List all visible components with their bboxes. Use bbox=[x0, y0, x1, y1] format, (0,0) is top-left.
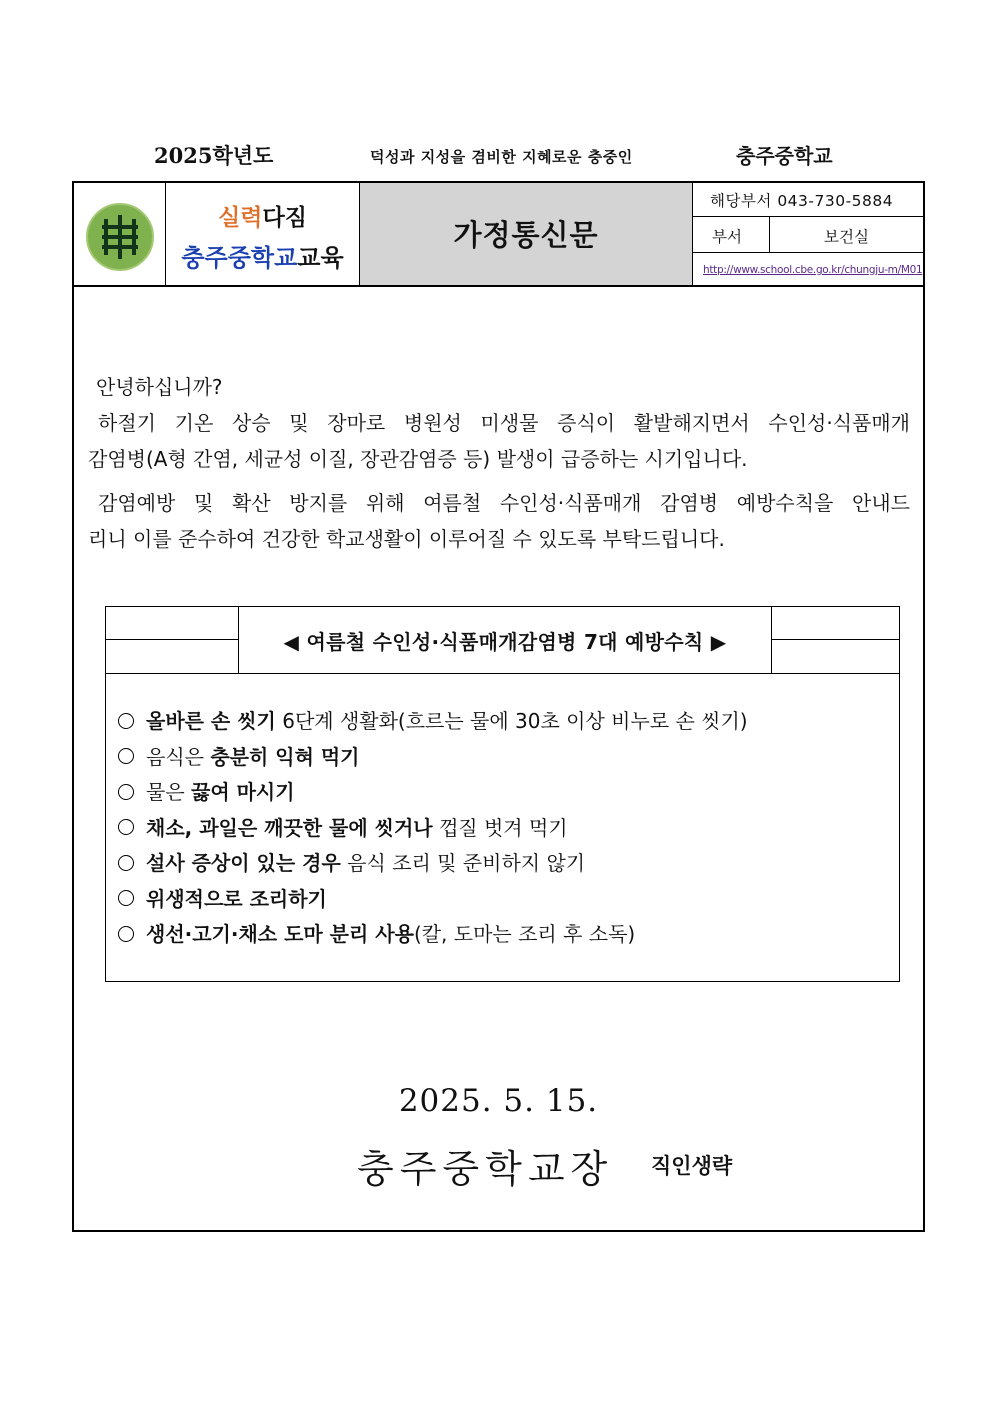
circle-bullet-icon bbox=[118, 784, 134, 800]
paragraph-1-line-1: 하절기 기온 상승 및 장마로 병원성 미생물 증식이 활발해지면서 수인성·식품매개 bbox=[98, 411, 910, 435]
dept-value: 보건실 bbox=[824, 228, 869, 246]
dept-row bbox=[693, 217, 923, 253]
list-item: 물은 끓여 마시기 bbox=[118, 775, 888, 811]
slogan-line-1: 실력다짐 bbox=[218, 205, 307, 231]
paragraph-2 bbox=[88, 485, 910, 557]
school-name: 충주중학교 bbox=[736, 144, 833, 168]
school-motto: 덕성과 지성을 겸비한 지혜로운 충중인 bbox=[370, 148, 633, 166]
rules-box-header bbox=[106, 607, 899, 674]
circle-bullet-icon bbox=[118, 748, 134, 764]
rules-title: ◀ 여름철 수인성·식품매개감염병 7대 예방수칙 ▶ bbox=[283, 630, 727, 654]
circle-bullet-icon bbox=[118, 819, 134, 835]
school-emblem-icon bbox=[86, 203, 154, 271]
slogan-cell bbox=[166, 183, 360, 285]
paragraph-1 bbox=[88, 405, 910, 477]
dept-contact-row bbox=[693, 183, 923, 217]
circle-bullet-icon bbox=[118, 890, 134, 906]
newsletter-frame bbox=[72, 181, 925, 1232]
dept-label: 부서 bbox=[712, 228, 742, 246]
seal-omitted-note: 직인생략 bbox=[651, 1154, 733, 1178]
dept-contact: 해당부서 043-730-5884 bbox=[710, 192, 894, 210]
principal-signature: 충주중학교장 bbox=[357, 1147, 614, 1191]
paragraph-1-line-2: 감염병(A형 간염, 세균성 이질, 장관감염증 등) 발생이 급증하는 시기입니다. bbox=[88, 447, 748, 471]
list-item: 생선·고기·채소 도마 분리 사용(칼, 도마는 조리 후 소독) bbox=[118, 917, 888, 953]
department-info bbox=[693, 183, 923, 285]
list-item: 올바른 손 씻기 6단계 생활화(흐르는 물에 30초 이상 비누로 손 씻기) bbox=[118, 704, 888, 740]
list-item: 위생적으로 조리하기 bbox=[118, 882, 888, 918]
logo-cell bbox=[74, 183, 166, 285]
circle-bullet-icon bbox=[118, 926, 134, 942]
circle-bullet-icon bbox=[118, 713, 134, 729]
issue-date: 2025. 5. 15. bbox=[398, 1083, 599, 1119]
list-item: 음식은 충분히 익혀 먹기 bbox=[118, 740, 888, 776]
paragraph-2-line-1: 감염예방 및 확산 방지를 위해 여름철 수인성·식품매개 감염병 예방수칙을 안내드 bbox=[98, 491, 910, 515]
list-item: 채소, 과일은 깨끗한 물에 씻거나 껍질 벗겨 먹기 bbox=[118, 811, 888, 847]
list-item: 설사 증상이 있는 경우 음식 조리 및 준비하지 않기 bbox=[118, 846, 888, 882]
slogan-line-2: 충주중학교교육 bbox=[181, 244, 344, 272]
top-line bbox=[72, 138, 924, 168]
page-title: 가정통신문 bbox=[453, 218, 599, 252]
letterhead bbox=[74, 183, 923, 287]
paragraph-2-line-2: 리니 이를 준수하여 건강한 학교생활이 이루어질 수 있도록 부탁드립니다. bbox=[88, 527, 725, 551]
circle-bullet-icon bbox=[118, 855, 134, 871]
prevention-rules-box bbox=[105, 606, 900, 982]
title-cell bbox=[360, 183, 693, 285]
school-url-link[interactable]: http://www.school.cbe.go.kr/chungju-m/M01 bbox=[703, 264, 923, 276]
school-year: 2025학년도 bbox=[154, 143, 274, 168]
rule-list bbox=[118, 704, 888, 953]
url-row bbox=[693, 253, 923, 285]
greeting: 안녕하십니까? bbox=[96, 375, 223, 399]
